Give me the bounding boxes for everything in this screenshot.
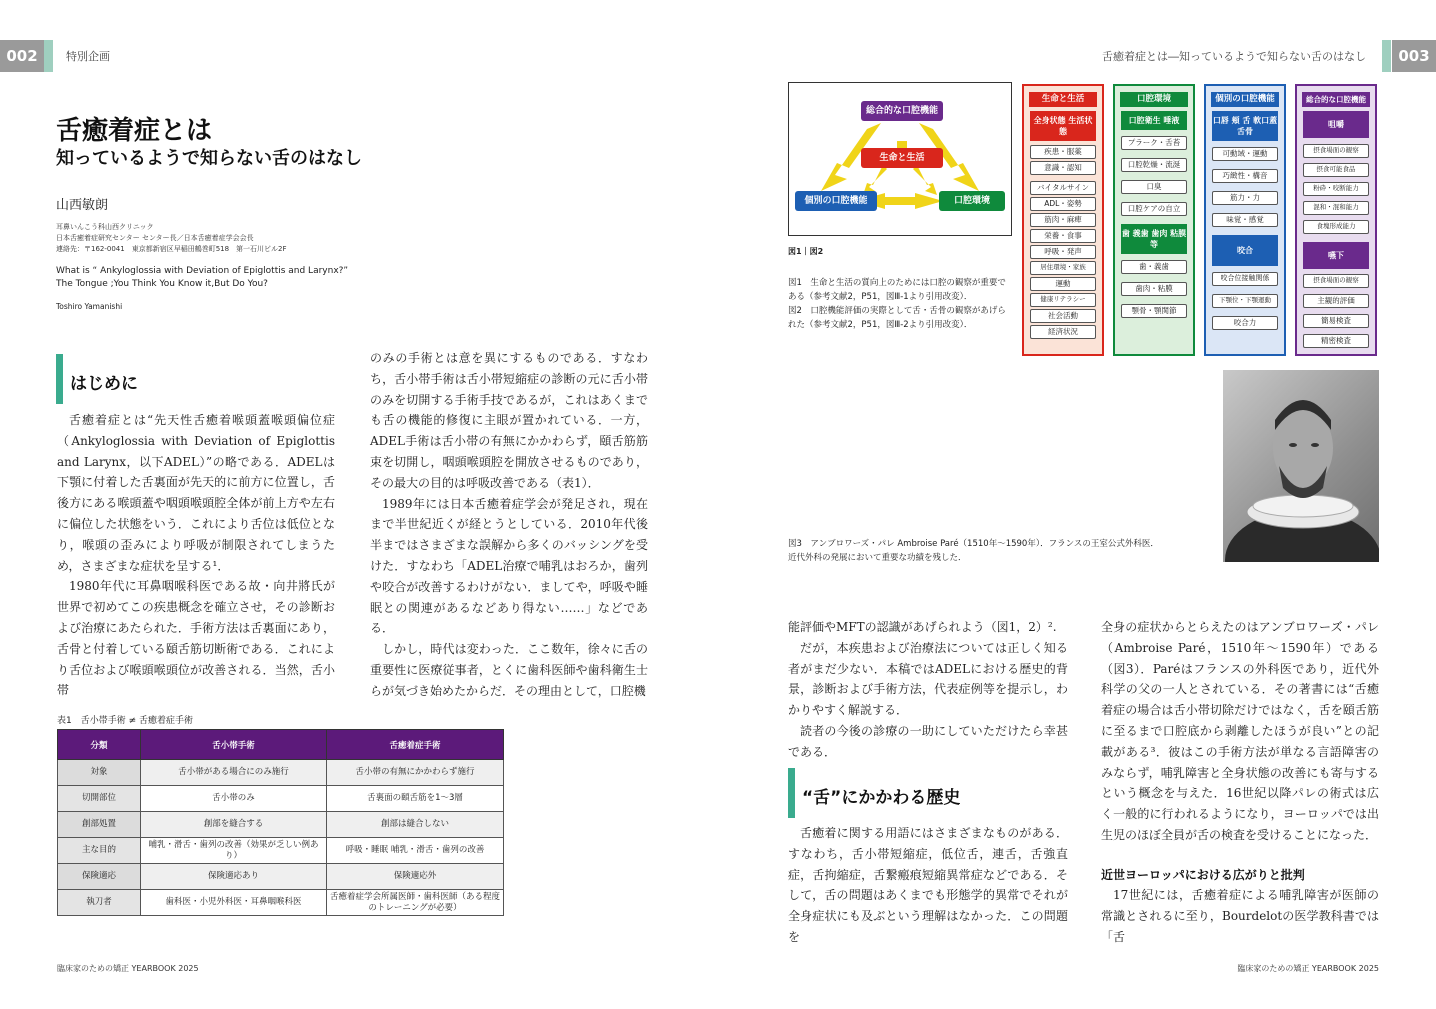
list-item: 口腔乾燥・流涎 xyxy=(1121,158,1187,172)
list-item: 可動域・運動 xyxy=(1212,147,1278,161)
left-page-accent xyxy=(44,40,53,72)
col1-paragraph-1: 舌癒着症とは“先天性舌癒着喉頭蓋喉頭偏位症（Ankyloglossia with Deviation of Epiglottis and Larynx，以下ADEL）”の略である．ADELは下顎に付着した舌裏面が先天的に前方に位置し，舌後方にある喉頭蓋や咽頭喉頭腔全体が前上方や左右に偏位した状態をいう．これにより舌位は低位となり，喉頭の歪みにより呼吸が制限されてしまうため，さまざまな症状を呈する¹． xyxy=(57,413,335,573)
list-item: 粉砕・咬断能力 xyxy=(1303,182,1369,196)
list-item: 栄養・食事 xyxy=(1030,229,1096,243)
list-item: 経済状況 xyxy=(1030,325,1096,339)
column-life-main: 全身状態 生活状態 xyxy=(1030,111,1096,141)
affiliation-2: 日本舌癒着症研究センター センター長／日本舌癒着症学会会長 xyxy=(56,234,254,242)
list-item: プラーク・舌苔 xyxy=(1121,136,1187,150)
table-row xyxy=(58,786,504,812)
column-individual-main-2: 咬合 xyxy=(1212,235,1278,266)
col4-paragraph-2: 17世紀には，舌癒着症による哺乳障害が医師の常識とされるに至り，Bourdelotの医学教科書では「舌 xyxy=(1101,888,1379,944)
list-item: ADL・姿勢 xyxy=(1030,197,1096,211)
list-item: 顎骨・顎関節 xyxy=(1121,304,1187,318)
list-item: 筋肉・麻痺 xyxy=(1030,213,1096,227)
europe-heading: 近世ヨーロッパにおける広がりと批判 xyxy=(1101,868,1305,882)
list-item: 味覚・感覚 xyxy=(1212,213,1278,227)
table-cell: 舌小帯の有無にかかわらず施行 xyxy=(327,760,504,786)
table-cell: 歯科医・小児外科医・耳鼻咽喉科医 xyxy=(141,890,327,916)
list-item: 簡易検査 xyxy=(1303,314,1369,328)
intro-heading-bar xyxy=(56,354,63,404)
table-header-category: 分類 xyxy=(58,730,141,760)
list-item: 歯・義歯 xyxy=(1121,260,1187,274)
figure-2-column-environment xyxy=(1113,84,1195,356)
table-cell: 舌小帯がある場合にのみ施行 xyxy=(141,760,327,786)
column-comprehensive-main-2: 嚥下 xyxy=(1303,242,1369,269)
article-subtitle: 知っているようで知らない舌のはなし xyxy=(56,148,362,169)
list-item: 咬合位接触関係 xyxy=(1212,272,1278,286)
left-page-number: 002 xyxy=(0,40,44,72)
column-life-title: 生命と生活 xyxy=(1029,92,1097,107)
table-cell: 保険適応あり xyxy=(141,864,327,890)
list-item: 意識・認知 xyxy=(1030,161,1096,175)
list-item: 居住環境・家族 xyxy=(1030,261,1096,275)
col1-paragraph-2: 1980年代に耳鼻咽喉科医である故・向井將氏が世界で初めてこの疾患概念を確立させ，その診断および治療にあたられた．手術方法は舌裏面にあり，舌骨と付着している頤舌筋切断術である．これにより舌位および喉頭喉頭位が改善される．当然，舌小帯 xyxy=(57,579,335,698)
list-item: 摂食場面の観察 xyxy=(1303,144,1369,158)
list-item: 歯肉・粘膜 xyxy=(1121,282,1187,296)
column-individual-main-1: 口唇 頬 舌 軟口蓋 舌骨 xyxy=(1212,111,1278,141)
col3-paragraph-1: 能評価やMFTの認識があげられよう（図1，2）². xyxy=(788,620,1057,634)
figure-1 xyxy=(788,82,1012,236)
history-heading: “舌”にかかわる歴史 xyxy=(802,788,961,808)
table-cell: 舌小帯のみ xyxy=(141,786,327,812)
list-item: 摂食場面の観察 xyxy=(1303,274,1369,288)
list-item: 咬合力 xyxy=(1212,316,1278,330)
table-header-adel: 舌癒着症手術 xyxy=(327,730,504,760)
right-page-number: 003 xyxy=(1392,40,1436,72)
running-title: 舌癒着症とは―知っているようで知らない舌のはなし xyxy=(1102,50,1366,63)
figure-1-caption: 図1 生命と生活の質向上のためには口腔の観察が重要である（参考文献2，P51，図Ⅲ-1より引用改変）． xyxy=(788,278,1006,302)
table-row xyxy=(58,838,504,864)
col2-paragraph-2: 1989年には日本舌癒着症学会が発足され，現在まで半世紀近くが経とうとしている．2010年代後半まではさまざまな誤解から多くのバッシングを受けた．すなわち「ADEL治療で哺乳はおろか，歯列や咬合が改善するわけがない．ましてや，呼吸や睡眠との関連があるなどあり得ない……」などである． xyxy=(370,496,648,636)
figure-captions-1-2 xyxy=(788,276,1012,332)
column-environment-main-1: 口腔衛生 唾液 xyxy=(1121,111,1187,130)
table-row-label: 主な目的 xyxy=(58,838,141,864)
column-2 xyxy=(370,348,648,702)
table1-caption: 表1 舌小帯手術 ≠ 舌癒着症手術 xyxy=(57,716,193,726)
list-item: 食塊形成能力 xyxy=(1303,220,1369,234)
column-3-lower xyxy=(788,823,1068,948)
table-row xyxy=(58,864,504,890)
right-page-accent xyxy=(1382,40,1391,72)
table-1 xyxy=(57,729,504,916)
column-individual-title: 個別の口腔機能 xyxy=(1211,92,1279,107)
list-item: 疾患・服薬 xyxy=(1030,145,1096,159)
table-header-row xyxy=(58,730,504,760)
column-4-lower xyxy=(1101,885,1379,947)
table-cell: 創部を縫合する xyxy=(141,812,327,838)
column-comprehensive-title: 総合的な口腔機能 xyxy=(1302,92,1370,107)
list-item: 摂食可能食品 xyxy=(1303,163,1369,177)
list-item: バイタルサイン xyxy=(1030,181,1096,195)
figure-2-caption: 図2 口腔機能評価の実際として舌・舌骨の観察があげられた（参考文献2，P51，図Ⅲ-2より引用改変）． xyxy=(788,306,1006,330)
figure-2-column-comprehensive xyxy=(1295,84,1377,356)
list-item: 筋力・力 xyxy=(1212,191,1278,205)
author-name: 山西敏朗 xyxy=(56,198,109,213)
table-cell: 呼吸・睡眠 哺乳・滑舌・歯列の改善 xyxy=(327,838,504,864)
article-title: 舌癒着症とは xyxy=(56,116,213,146)
table-row-label: 執刀者 xyxy=(58,890,141,916)
column-1 xyxy=(57,410,335,701)
list-item: 運動 xyxy=(1030,277,1096,291)
table-row-label: 切開部位 xyxy=(58,786,141,812)
col3-paragraph-4: 舌癒着に関する用語にはさまざまなものがある．すなわち，舌小帯短縮症，低位舌，連舌，舌強直症，舌拘縮症，舌繋瘢痕短縮異常症などである．そして，舌の問題はあくまでも形態学的異常でそれが全身症状にも及ぶという理解はなかった．この問題を xyxy=(788,826,1068,944)
figure-1-center-node: 生命と生活 xyxy=(861,148,943,168)
affiliation-3: 連絡先：〒162-0041 東京都新宿区早稲田鶴巻町518 第一石川ビル2F xyxy=(56,245,287,253)
affiliation-1: 耳鼻いんこう科山西クリニック xyxy=(56,223,154,231)
list-item: 巧緻性・構音 xyxy=(1212,169,1278,183)
column-environment-title: 口腔環境 xyxy=(1120,92,1188,107)
footer-right: 臨床家のための矯正 YEARBOOK 2025 xyxy=(1237,964,1379,973)
col4-paragraph-1: 全身の症状からとらえたのはアンブロワーズ・パレ（Ambroise Paré，1510年〜1590年）である（図3）．Paréはフランスの外科医であり，近代外科学の父の一人とされている．その著書には“舌癒着症の場合は舌小帯切除だけではなく，舌を頤舌筋に至るまで口腔底から剥離したほうが良い”との記載がある³．彼はこの手術方法が単なる言語障害のみならず，哺乳障害と全身状態の改善にも寄与するという概念を与えた．16世紀以降パレの術式は広く一般的に行われるようになり，ヨーロッパでは出生児のほぼ全員が舌の検査を受けることになった． xyxy=(1101,620,1379,842)
figure-3-portrait xyxy=(1223,370,1379,562)
figure-3-caption xyxy=(788,537,1218,565)
table-row xyxy=(58,812,504,838)
table-row-label: 保険適応 xyxy=(58,864,141,890)
list-item: 下顎位・下顎運動 xyxy=(1212,294,1278,308)
table-row-label: 創部処置 xyxy=(58,812,141,838)
col3-paragraph-3: 読者の今後の診療の一助にしていただけたら幸甚である． xyxy=(788,723,1068,759)
table-cell: 哺乳・滑舌・歯列の改善（効果が乏しい例あり） xyxy=(141,838,327,864)
column-3 xyxy=(788,617,1068,763)
col3-paragraph-2: だが，本疾患および治療法については正しく知る者がまだ少ない．本稿ではADELにおける歴史的背景，診断および手術方法，代表症例等を提示し，わかりやすく解説する． xyxy=(788,640,1068,718)
table-cell: 舌癒着症学会所属医師・歯科医師（ある程度のトレーニングが必要） xyxy=(327,890,504,916)
col2-paragraph-1: のみの手術とは意を異にするものである．すなわち，舌小帯手術は舌小帯短縮症の診断の元に舌小帯のみを切開する手術手技であるが，これはあくまでも舌の機能的修復に主眼が置かれている．一方，ADEL手術は舌小帯の有無にかかわらず，頤舌筋筋束を切開し，咽頭喉頭腔を開放させるものであり，その最大の目的は呼吸改善である（表1）． xyxy=(370,351,648,490)
table-header-frenulum: 舌小帯手術 xyxy=(141,730,327,760)
history-heading-bar xyxy=(788,768,795,818)
english-title-1: What is “ Ankyloglossia with Deviation of Epiglottis and Larynx?” xyxy=(56,266,349,276)
list-item: 社会活動 xyxy=(1030,309,1096,323)
english-author: Toshiro Yamanishi xyxy=(56,302,123,311)
figure-1-right-node: 口腔環境 xyxy=(939,191,1005,211)
column-environment-main-2: 歯 義歯 歯肉 粘膜等 xyxy=(1121,224,1187,254)
portrait-illustration xyxy=(1223,370,1379,562)
intro-heading: はじめに xyxy=(70,374,138,394)
list-item: 精密検査 xyxy=(1303,334,1369,348)
figure-2-column-life xyxy=(1022,84,1104,356)
footer-left: 臨床家のための矯正 YEARBOOK 2025 xyxy=(57,964,199,973)
list-item: 口臭 xyxy=(1121,180,1187,194)
col2-paragraph-3: しかし，時代は変わった．ここ数年，徐々に舌の重要性に医療従事者，とくに歯科医師や歯科衛生士らが気づき始めたからだ．その理由として，口腔機 xyxy=(370,642,648,698)
figure-1-top-node: 総合的な口腔機能 xyxy=(861,101,943,121)
column-4 xyxy=(1101,617,1379,846)
figure-3-caption-line-1: 図3 アンブロワーズ・パレ Ambroise Paré（1510年〜1590年）．フランスの王室公式外科医． xyxy=(788,539,1159,549)
table-cell: 舌裏面の頤舌筋を1〜3層 xyxy=(327,786,504,812)
table-row xyxy=(58,760,504,786)
figure-1-2-label: 図1｜図2 xyxy=(788,247,824,256)
table-row-label: 対象 xyxy=(58,760,141,786)
table-cell: 保険適応外 xyxy=(327,864,504,890)
table-row xyxy=(58,890,504,916)
list-item: 呼吸・発声 xyxy=(1030,245,1096,259)
left-section-label: 特別企画 xyxy=(66,50,110,63)
list-item: 口腔ケアの自立 xyxy=(1121,202,1187,216)
list-item: 混和・混和能力 xyxy=(1303,201,1369,215)
list-item: 健康リテラシー xyxy=(1030,293,1096,307)
list-item: 主観的評価 xyxy=(1303,294,1369,308)
column-comprehensive-main-1: 咀嚼 xyxy=(1303,111,1369,138)
english-title-2: The Tongue ;You Think You Know it,But Do You? xyxy=(56,279,268,289)
figure-1-left-node: 個別の口腔機能 xyxy=(795,191,877,211)
figure-2-column-individual xyxy=(1204,84,1286,356)
table-cell: 創部は縫合しない xyxy=(327,812,504,838)
figure-3-caption-line-2: 近代外科の発展において重要な功績を残した． xyxy=(788,553,967,563)
